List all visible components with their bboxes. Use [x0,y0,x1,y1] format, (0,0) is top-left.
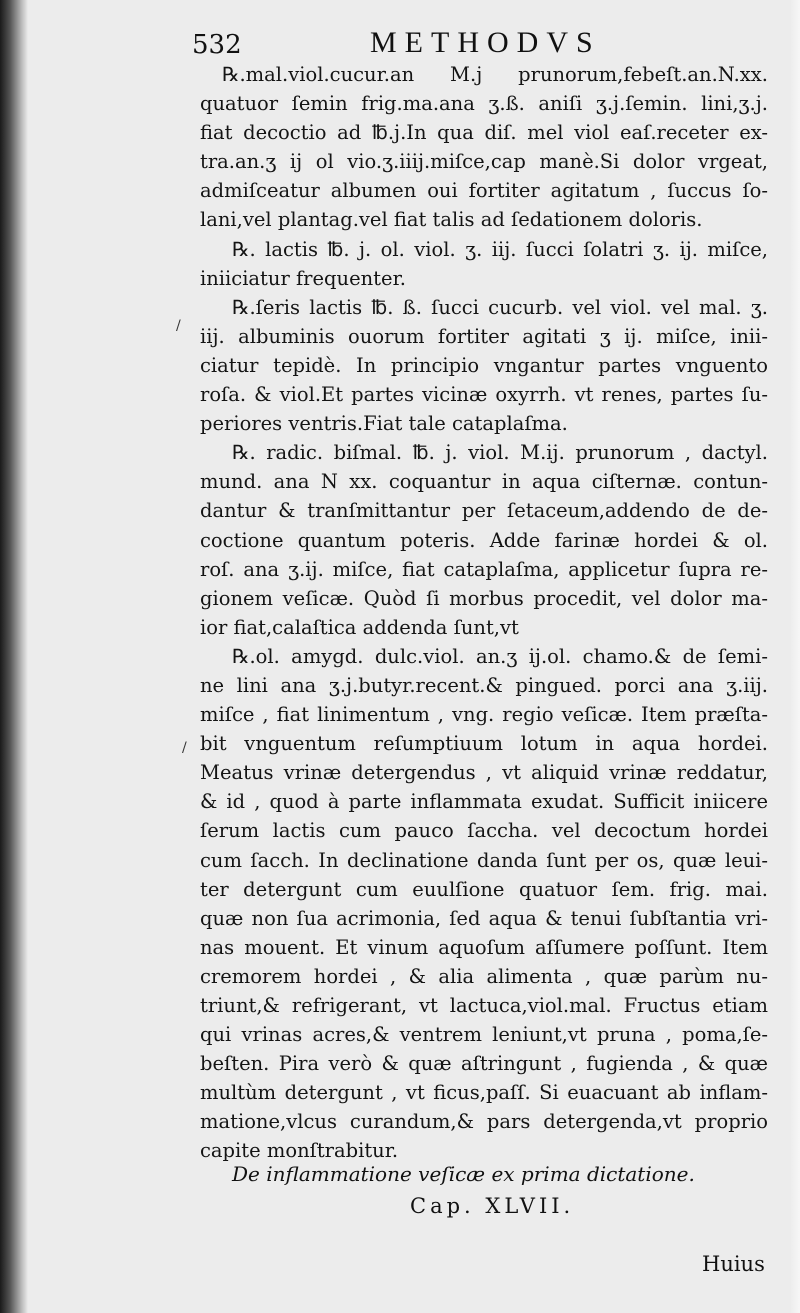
text-line: gionem veſicæ. Quòd ſi morbus procedit, vel dolor ma- [200,586,768,610]
text-line: ℞.ol. amygd. dulc.viol. an.ʒ ij.ol. chamo.& de ſemi- [232,644,768,668]
text-line: cremorem hordei , & alia alimenta , quæ parùm nu- [200,964,768,988]
text-line: matione,vlcus curandum,& pars detergenda,vt proprio [200,1110,768,1134]
text-line: & id , quod à parte inflammata exudat. Sufficit iniicere [200,790,768,814]
margin-mark: / [176,318,181,334]
text-line: iij. albuminis ouorum fortiter agitati ʒ ij. miſce, inii- [200,324,768,348]
text-line: roſ. ana ʒ.ij. miſce, fiat cataplaſma, applicetur ſupra re- [200,557,768,581]
text-line: ter detergunt cum euulſione quatuor ſem. frig. mai. [200,877,768,901]
chapter-title: De inflammatione veſicæ ex prima dictatione. [232,1162,695,1186]
page-number: 532 [192,30,242,60]
text-line: ior fiat,calaſtica addenda ſunt,vt [200,615,519,639]
book-spine-shadow [0,0,28,1313]
text-line: miſce , fiat linimentum , vng. regio veſicæ. Item præſta- [200,703,768,727]
text-line: roſa. & viol.Et partes vicinæ oxyrrh. vt renes, partes ſu- [200,383,768,407]
catchword: Huius [702,1252,765,1276]
text-line: triunt,& refrigerant, vt lactuca,viol.mal. Fructus etiam [200,994,768,1017]
page-edge [790,0,800,1313]
text-line: ℞. lactis ℔. j. ol. viol. ʒ. iij. ſucci ſolatri ʒ. ij. miſce, [232,237,768,261]
text-line: coctione quantum poteris. Adde farinæ hordei & ol. [200,528,768,552]
body-text [200,60,768,1166]
text-line: admiſceatur albumen oui fortiter agitatum , ſuccus ſo- [200,179,768,203]
chapter-number: Cap. XLVII. [410,1194,575,1218]
running-title: METHODVS [370,26,601,59]
text-line: dantur & tranſmittantur per ſetaceum,addendo de de- [200,499,768,523]
text-line: ℞.mal.viol.cucur.an M.j prunorum,febeſt.an.N.xx. [222,63,768,86]
text-line: periores ventris.Fiat tale cataplaſma. [200,412,568,436]
margin-mark: / [182,740,187,756]
text-line: ciatur tepidè. In principio vngantur partes vnguento [200,353,768,377]
text-line: beſten. Pira verò & quæ aſtringunt , fugienda , & quæ [200,1052,768,1076]
text-line: lani,vel plantag.vel fiat talis ad ſedationem doloris. [200,208,703,232]
text-line: Meatus vrinæ detergendus , vt aliquid vrinæ reddatur, [200,761,768,785]
text-line: capite monſtrabitur. [200,1139,399,1163]
text-line: quatuor ſemin frig.ma.ana ʒ.ß. aniſi ʒ.j.ſemin. lini,ʒ.j. [200,92,768,116]
text-line: bit vnguentum reſumptiuum lotum in aqua hordei. [200,732,768,756]
text-line: multùm detergunt , vt ficus,paſſ. Si euacuant ab inflam- [200,1081,768,1105]
text-line: cum ſacch. In declinatione danda ſunt per os, quæ leui- [200,848,768,872]
text-line: mund. ana N xx. coquantur in aqua ciſternæ. contun- [200,470,768,494]
text-line: nas mouent. Et vinum aquoſum aſſumere poſſunt. Item [200,935,768,959]
text-line: ne lini ana ʒ.j.butyr.recent.& pingued. porci ana ʒ.iij. [200,673,768,697]
text-line: iniiciatur frequenter. [200,266,406,290]
text-line: ſerum lactis cum pauco ſaccha. vel decoctum hordei [200,819,768,843]
text-line: ℞. radic. biſmal. ℔. j. viol. M.ij. prunorum , dactyl. [232,441,768,465]
text-line: qui vrinas acres,& ventrem leniunt,vt pruna , poma,ſe- [200,1023,768,1047]
text-line: quæ non ſua acrimonia, ſed aqua & tenui ſubſtantia vri- [200,906,768,930]
text-line: tra.an.ʒ ij ol vio.ʒ.iiij.miſce,cap manè.Si dolor vrgeat, [200,150,768,174]
text-line: ℞.ſeris lactis ℔. ß. ſucci cucurb. vel viol. vel mal. ʒ. [232,295,768,319]
text-line: fiat decoctio ad ℔.j.In qua diſ. mel viol eaſ.receter ex- [200,121,768,145]
